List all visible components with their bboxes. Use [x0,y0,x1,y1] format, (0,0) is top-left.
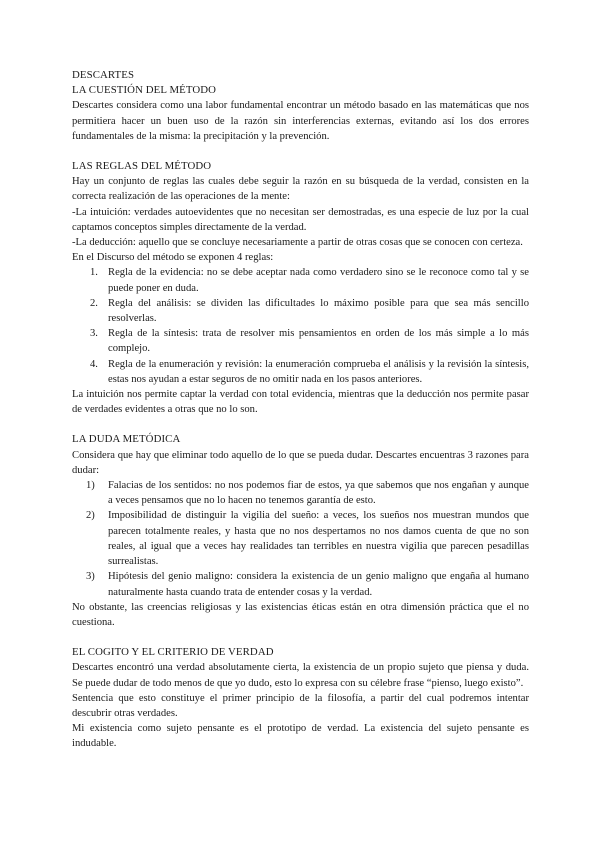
section-paragraph: Hay un conjunto de reglas las cuales debe seguir la razón en su búsqueda de la verdad, consisten en la correcta realización de las operaciones de la mente: [72,176,529,203]
list-marker: 1. [90,267,98,279]
list-item-text: Hipótesis del genio maligno: considera la existencia de un genio maligno que engaña al humano naturalmente hasta cuando trata de entender cosas y la verdad. [108,571,529,598]
list-item [72,569,529,599]
document-page [72,68,529,752]
section-heading-duda: LA DUDA METÓDICA [72,433,181,446]
document-title: DESCARTES [72,69,135,81]
list-item [72,296,529,326]
list-item-text: Regla de la enumeración y revisión: la enumeración comprueba el análisis y la revisión la síntesis, estas nos ayudan a estar seguros de no omitir nada en los pasos anteriores. [108,358,529,385]
list-item-text: Regla de la síntesis: trata de resolver mis pensamientos en orden de los más simple a lo más complejo. [108,328,529,355]
list-item-text: Regla del análisis: se dividen las dificultades lo máximo posible para que sea más sencillo resolverlas. [108,297,529,325]
section-paragraph: La intuición nos permite captar la verdad con total evidencia, mientras que la deducción nos permite pasar de verdades evidentes a otras que no lo son. [72,389,529,416]
list-item-text: Falacias de los sentidos: no nos podemos fiar de estos, ya que sabemos que nos engañan y aunque a veces pensamos que no lo hacen no tenemos garantía de esto. [108,480,529,507]
list-item [72,265,529,295]
list-item [72,357,529,387]
razones-list [72,478,529,600]
section-heading-metodo: LA CUESTIÓN DEL MÉTODO [72,84,217,97]
section-paragraph: -La intuición: verdades autoevidentes que no necesitan ser demostradas, es una especie de luz por la cual captamos conceptos simples directamente de la verdad. [72,206,529,233]
section-gap [72,417,529,432]
section-heading-reglas: LAS REGLAS DEL MÉTODO [72,160,212,173]
list-marker: 4. [90,358,98,370]
section-paragraph: -La deducción: aquello que se concluye necesariamente a partir de otras cosas que se conocen con certeza. [72,237,523,249]
section-paragraph: Considera que hay que eliminar todo aquello de lo que se pueda dudar. Descartes encuentras 3 razones para dudar: [72,449,529,476]
section-gap [72,144,529,159]
list-item-text: Imposibilidad de distinguir la vigilia del sueño: a veces, los sueños nos muestran mundos que parecen totalmente reales, y hasta que no nos despertamos no nos damos cuenta de que no son reales, al igual que a veces hay realidades tan terribles en nuestra vigilia que parecen pesadillas surrealistas. [108,510,529,568]
section-paragraph: En el Discurso del método se exponen 4 reglas: [72,252,274,264]
list-item-text: Regla de la evidencia: no se debe aceptar nada como verdadero sino se le reconoce como tal y se puede poner en duda. [108,267,529,294]
list-marker: 2. [90,297,98,309]
list-item [72,478,529,508]
reglas-list [72,265,529,387]
list-marker: 3) [86,571,95,583]
section-heading-cogito: EL COGITO Y EL CRITERIO DE VERDAD [72,646,274,659]
section-paragraph: Descartes encontró una verdad absolutamente cierta, la existencia de un propio sujeto que piensa y duda. Se puede dudar de todo menos de que yo dudo, esto lo expresa con su célebre frase “pienso, luego existo”. [72,662,529,689]
section-paragraph: Descartes considera como una labor fundamental encontrar un método basado en las matemáticas que nos permitiera hacer un buen uso de la razón sin interferencias externas, evitando así los dos errores fundamentales de la misma: la precipitación y la prevención. [72,100,529,142]
section-paragraph: Mi existencia como sujeto pensante es el prototipo de verdad. La existencia del sujeto pensante es indudable. [72,723,529,750]
list-marker: 2) [86,510,95,522]
list-item [72,326,529,356]
list-marker: 3. [90,328,98,340]
list-item [72,508,529,569]
section-gap [72,630,529,645]
section-paragraph: No obstante, las creencias religiosas y las existencias éticas están en otra dimensión práctica que el no cuestiona. [72,601,529,628]
section-paragraph: Sentencia que esto constituye el primer principio de la filosofía, a partir del cual podremos intentar descubrir otras verdades. [72,692,529,719]
list-marker: 1) [86,480,95,492]
